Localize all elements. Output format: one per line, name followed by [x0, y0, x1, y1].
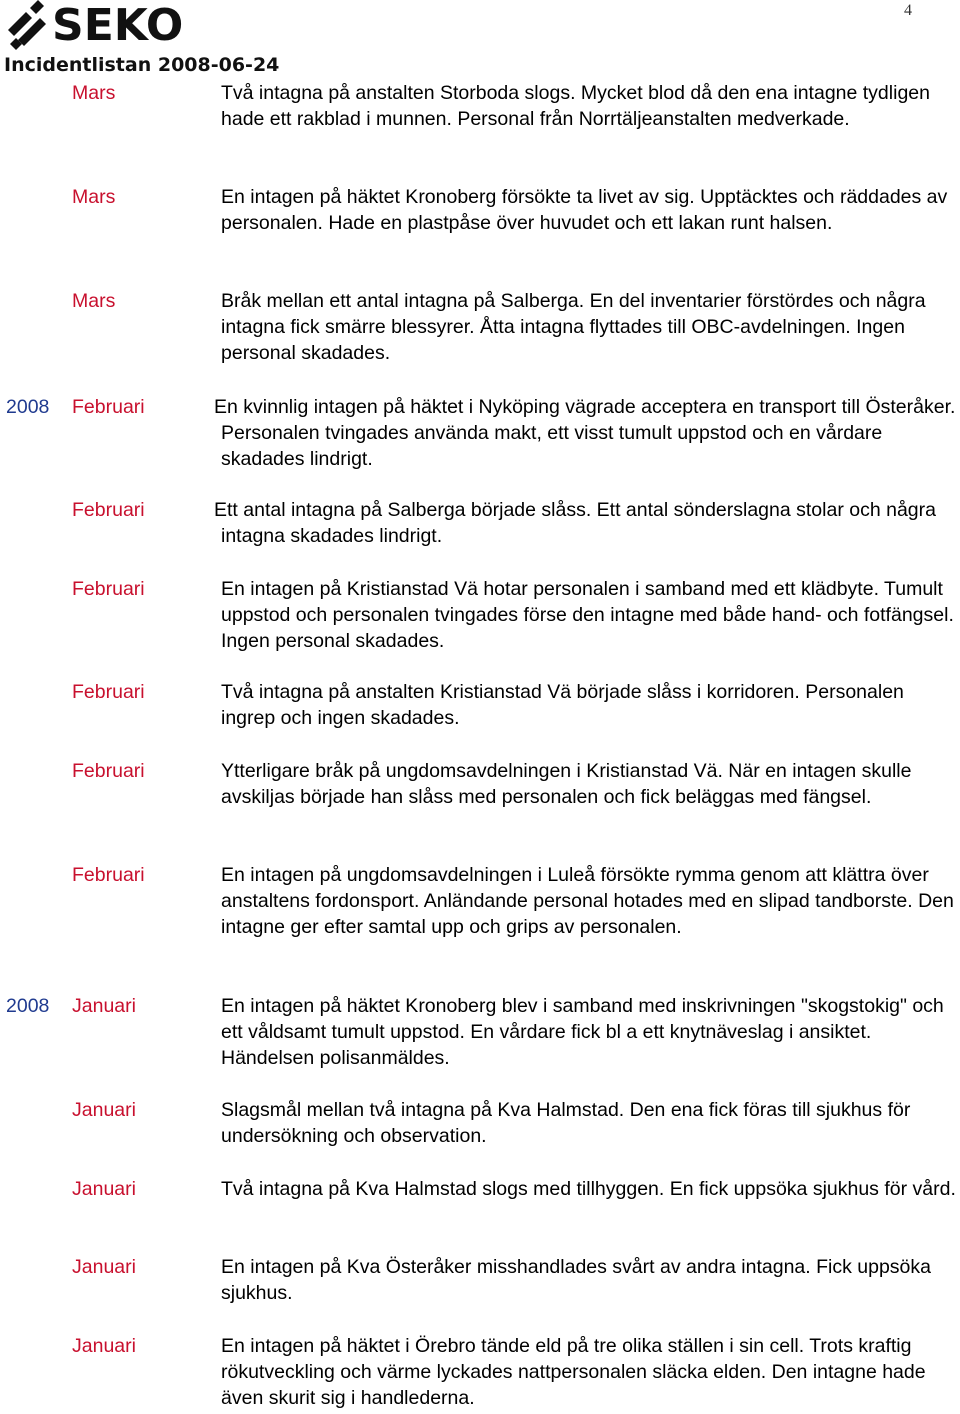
document-subtitle: Incidentlistan 2008-06-24 — [4, 54, 280, 76]
logo-wordmark: SEKO — [52, 0, 184, 51]
entry-text: En intagen på häktet Kronoberg försökte ta livet av sig. Upptäcktes och räddades av personalen. Hade en plastpåse över huvudet och ett lakan runt halsen. — [221, 186, 948, 234]
entry-month: Januari — [72, 1099, 136, 1121]
entry-month: Februari — [72, 760, 145, 782]
entry-text: Två intagna på anstalten Kristianstad Vä började slåss i korridoren. Personalen ingrep och ingen skadades. — [221, 681, 904, 729]
entry-month: Februari — [72, 499, 145, 521]
entry-year: 2008 — [6, 396, 50, 418]
entry-month: Januari — [72, 995, 136, 1017]
entry-month: Januari — [72, 1335, 136, 1357]
entry-text: En intagen på ungdomsavdelningen i Luleå försökte rymma genom att klättra över anstaltens fordonsport. Anländande personal hotades med en slipad tandborste. Den intagne ger efter samtal upp och grips av personalen. — [221, 864, 954, 938]
entry-month: Mars — [72, 82, 116, 104]
entry-month: Mars — [72, 290, 116, 312]
entry-text: Slagsmål mellan två intagna på Kva Halmstad. Den ena fick föras till sjukhus för undersökning och observation. — [221, 1099, 911, 1147]
entry-text: Två intagna på anstalten Storboda slogs. Mycket blod då den ena intagne tydligen hade ett rakblad i munnen. Personal från Norrtäljeanstalten medverkade. — [221, 82, 930, 130]
entry-month: Februari — [72, 578, 145, 600]
entry-month: Februari — [72, 864, 145, 886]
entry-month: Februari — [72, 396, 145, 418]
entry-text: Två intagna på Kva Halmstad slogs med tillhyggen. En fick uppsöka sjukhus för vård. — [221, 1178, 956, 1200]
entry-text: En kvinnlig intagen på häktet i Nyköping vägrade acceptera en transport till Österåker. Personalen tvingades använda makt, ett visst tumult uppstod och en vårdare skadades lindrigt. — [214, 396, 956, 470]
entry-text: En intagen på häktet i Örebro tände eld på tre olika ställen i sin cell. Trots kraftig rökutveckling och värme lyckades nattpersonalen släcka elden. Den intagne hade även skurit sig i handlederna. — [221, 1335, 926, 1409]
page-number: 4 — [904, 2, 912, 19]
entry-text: En intagen på Kva Österåker misshandlades svårt av andra intagna. Fick uppsöka sjukhus. — [221, 1256, 931, 1304]
entry-month: Januari — [72, 1178, 136, 1200]
entry-text: En intagen på häktet Kronoberg blev i samband med inskrivningen "skogstokig" och ett våldsamt tumult uppstod. En vårdare fick bl a ett knytnäveslag i ansiktet. Händelsen polisanmäldes. — [221, 995, 944, 1069]
entry-month: Februari — [72, 681, 145, 703]
entry-month: Mars — [72, 186, 116, 208]
page-header — [0, 0, 960, 80]
entry-text: Ett antal intagna på Salberga började slåss. Ett antal sönderslagna stolar och några intagna skadades lindrigt. — [214, 499, 936, 547]
entry-text: Ytterligare bråk på ungdomsavdelningen i Kristianstad Vä. När en intagen skulle avskiljas började han slåss med personalen och fick beläggas med fängsel. — [221, 760, 912, 808]
entry-month: Januari — [72, 1256, 136, 1278]
entry-year: 2008 — [6, 995, 50, 1017]
entry-text: En intagen på Kristianstad Vä hotar personalen i samband med ett klädbyte. Tumult uppstod och personalen tvingades förse den intagne med både hand- och fotfängsel. Ingen personal skadades. — [221, 578, 954, 652]
entry-text: Bråk mellan ett antal intagna på Salberga. En del inventarier förstördes och några intagna fick smärre blessyrer. Åtta intagna flyttades till OBC-avdelningen. Ingen personal skadades. — [221, 290, 926, 364]
